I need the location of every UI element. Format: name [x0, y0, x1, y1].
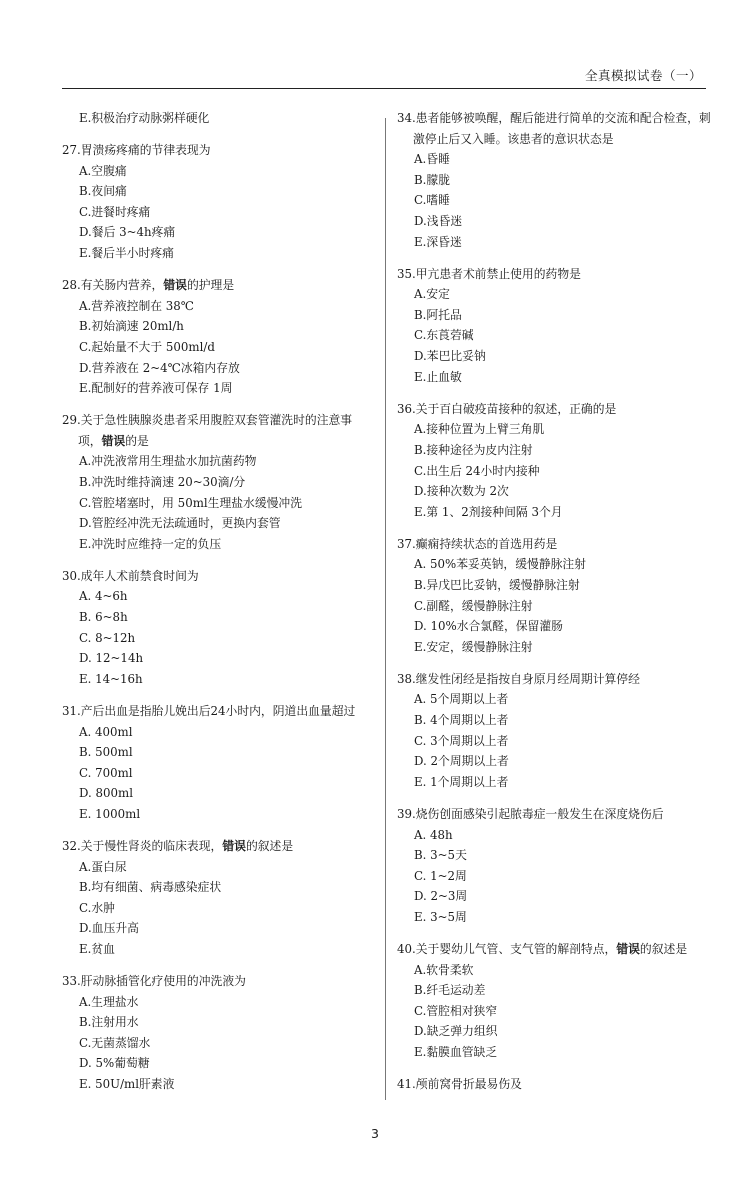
- question: [62, 836, 372, 960]
- stem-text: 31.产后出血是指胎儿娩出后24小时内，阴道出血量超过: [62, 703, 356, 718]
- option: C.副醛，缓慢静脉注射: [414, 598, 533, 613]
- question-stem: [397, 669, 717, 690]
- question-stem: [62, 836, 372, 857]
- option: C.水肿: [79, 900, 115, 915]
- option: D. 2~3周: [414, 889, 468, 904]
- option: A.营养液控制在 38℃: [79, 298, 195, 313]
- right-question-list: [397, 108, 717, 1095]
- option: E.积极治疗动脉粥样硬化: [79, 111, 210, 125]
- question: [397, 804, 717, 928]
- option: C.无菌蒸馏水: [79, 1035, 151, 1050]
- question: [397, 669, 717, 793]
- option: C. 1~2周: [414, 868, 467, 883]
- question-stem: [62, 140, 372, 161]
- option: E.安定，缓慢静脉注射: [414, 639, 533, 654]
- option: E.黏膜血管缺乏: [414, 1044, 498, 1059]
- stem-text: 34.患者能够被唤醒，醒后能进行简单的交流和配合检查，刺激停止后又入睡。该患者的意识状态是: [397, 111, 711, 146]
- option: E. 14~16h: [79, 671, 143, 686]
- question-stem: [397, 108, 717, 149]
- option: B.纤毛运动差: [414, 983, 486, 998]
- question-stem: [62, 275, 372, 296]
- option: E.深昏迷: [414, 234, 462, 249]
- option: A. 50%苯妥英钠，缓慢静脉注射: [414, 557, 587, 572]
- option: C.出生后 24小时内接种: [414, 463, 540, 478]
- option: D.营养液在 2~4℃冰箱内存放: [79, 360, 240, 375]
- option: E. 3~5周: [414, 909, 467, 924]
- question-stem: [62, 971, 372, 992]
- question-stem: [62, 566, 372, 587]
- stem-text: 28.有关肠内营养，: [62, 278, 164, 293]
- right-column: [397, 108, 717, 1106]
- header-title: 全真模拟试卷（一）: [584, 68, 702, 83]
- stem-text: 29.关于急性胰腺炎患者采用腹腔双套管灌洗时的注意事项，: [62, 413, 353, 448]
- stem-text: 30.成年人术前禁食时间为: [62, 568, 199, 583]
- option: A.软骨柔软: [414, 962, 474, 977]
- stem-text-end: 的叙述是: [245, 839, 294, 853]
- question: [62, 410, 372, 554]
- question-stem: [397, 804, 717, 825]
- stem-text: 40.关于婴幼儿气管、支气管的解剖特点，: [397, 941, 617, 956]
- option: C.嗜睡: [414, 193, 450, 208]
- option: B.朦胧: [414, 172, 451, 187]
- option: D.餐后 3~4h疼痛: [79, 225, 176, 240]
- option: C.起始量不大于 500ml/d: [79, 339, 215, 354]
- question: [397, 264, 717, 388]
- stem-emphasis: 错误: [222, 839, 246, 853]
- option: E. 1000ml: [79, 806, 141, 821]
- option: D.管腔经冲洗无法疏通时，更换内套管: [79, 516, 281, 531]
- option: B.注射用水: [79, 1015, 139, 1030]
- question-stem: [397, 1074, 717, 1095]
- stem-text-end: 的是: [125, 433, 149, 448]
- option: E.冲洗时应维持一定的负压: [79, 536, 222, 551]
- question: [397, 108, 717, 252]
- question-stem: [62, 410, 372, 451]
- option: A. 4~6h: [79, 589, 128, 604]
- question: [397, 1074, 717, 1095]
- question-stem: [397, 534, 717, 555]
- option: C.东莨菪碱: [414, 328, 474, 343]
- option: E. 50U/ml肝素液: [79, 1077, 175, 1092]
- option: C. 8~12h: [79, 630, 136, 645]
- column-divider: [385, 118, 386, 1100]
- stem-emphasis: 错误: [616, 941, 640, 956]
- option: E.餐后半小时疼痛: [79, 246, 174, 261]
- option: B. 500ml: [79, 745, 133, 760]
- question: [397, 534, 717, 658]
- stem-emphasis: 错误: [101, 433, 126, 448]
- stem-text: 35.甲亢患者术前禁止使用的药物是: [397, 266, 581, 281]
- question: [62, 140, 372, 264]
- option: E.止血敏: [414, 369, 462, 384]
- question-stem: [397, 264, 717, 285]
- option: B.异戊巴比妥钠，缓慢静脉注射: [414, 577, 580, 592]
- question-stem: [62, 701, 372, 722]
- option: D. 12~14h: [79, 651, 144, 666]
- question: [62, 566, 372, 690]
- option: C.管腔相对狭窄: [414, 1003, 498, 1018]
- option: B. 6~8h: [79, 610, 128, 625]
- stem-text: 32.关于慢性肾炎的临床表现，: [62, 839, 223, 853]
- option: D.接种次数为 2次: [414, 484, 509, 499]
- option: B.阿托品: [414, 307, 462, 322]
- option: D. 5%葡萄糖: [79, 1056, 150, 1071]
- option: A.昏睡: [414, 152, 450, 167]
- stem-text: 41.颅前窝骨折最易伤及: [397, 1077, 522, 1092]
- option: C.管腔堵塞时，用 50ml生理盐水缓慢冲洗: [79, 495, 303, 510]
- question: [397, 939, 717, 1063]
- option: C.进餐时疼痛: [79, 204, 151, 219]
- stem-text-end: 的护理是: [186, 278, 235, 293]
- option: A.蛋白尿: [79, 859, 127, 874]
- option: D.血压升高: [79, 921, 139, 936]
- option: A.冲洗液常用生理盐水加抗菌药物: [79, 454, 257, 469]
- option: E.第 1、2剂接种间隔 3个月: [414, 504, 563, 519]
- option: E. 1个周期以上者: [414, 774, 509, 789]
- option: A. 48h: [414, 827, 453, 842]
- option: B.冲洗时维持滴速 20~30滴/分: [79, 475, 246, 489]
- option: E.贫血: [79, 941, 115, 956]
- stem-text-end: 的叙述是: [639, 941, 688, 956]
- question: [62, 275, 372, 399]
- option: D.浅昏迷: [414, 213, 463, 228]
- stem-text: 33.肝动脉插管化疗使用的冲洗液为: [62, 974, 246, 989]
- question-stem: [397, 399, 717, 420]
- page-number: 3: [371, 1126, 379, 1141]
- option: A.安定: [414, 287, 450, 302]
- option: D. 10%水合氯醛，保留灌肠: [414, 619, 563, 634]
- option: D.苯巴比妥钠: [414, 349, 486, 364]
- stem-text: 37.癫痫持续状态的首选用药是: [397, 536, 558, 551]
- question: [62, 701, 372, 825]
- option: C. 3个周期以上者: [414, 733, 509, 748]
- stem-text: 36.关于百白破疫苗接种的叙述，正确的是: [397, 401, 617, 416]
- option: E.配制好的营养液可保存 1周: [79, 381, 233, 396]
- option: D.缺乏弹力组织: [414, 1024, 498, 1039]
- option: A.空腹痛: [79, 163, 127, 178]
- option: B.夜间痛: [79, 184, 127, 199]
- option: D. 2个周期以上者: [414, 754, 509, 769]
- option: A. 400ml: [79, 724, 133, 739]
- option: B.初始滴速 20ml/h: [79, 319, 184, 334]
- page-header: [62, 58, 706, 89]
- left-column: [62, 108, 372, 1106]
- option: D. 800ml: [79, 786, 134, 801]
- question: [62, 971, 372, 1095]
- stem-text: 27.胃溃疡疼痛的节律表现为: [62, 143, 211, 158]
- stem-text: 39.烧伤创面感染引起脓毒症一般发生在深度烧伤后: [397, 806, 664, 821]
- option: A.接种位置为上臂三角肌: [414, 422, 545, 437]
- option: B.均有细菌、病毒感染症状: [79, 880, 222, 895]
- question: [397, 399, 717, 523]
- option: B.接种途径为皮内注射: [414, 442, 533, 457]
- option: B. 3~5天: [414, 848, 467, 863]
- option: A.生理盐水: [79, 994, 139, 1009]
- question-26-tail: [62, 108, 372, 129]
- question-stem: [397, 939, 717, 960]
- option: A. 5个周期以上者: [414, 692, 509, 707]
- stem-text: 38.继发性闭经是指按自身原月经周期计算停经: [397, 671, 640, 686]
- stem-emphasis: 错误: [163, 278, 187, 293]
- option: C. 700ml: [79, 765, 133, 780]
- option: B. 4个周期以上者: [414, 713, 509, 728]
- left-question-list: [62, 140, 372, 1095]
